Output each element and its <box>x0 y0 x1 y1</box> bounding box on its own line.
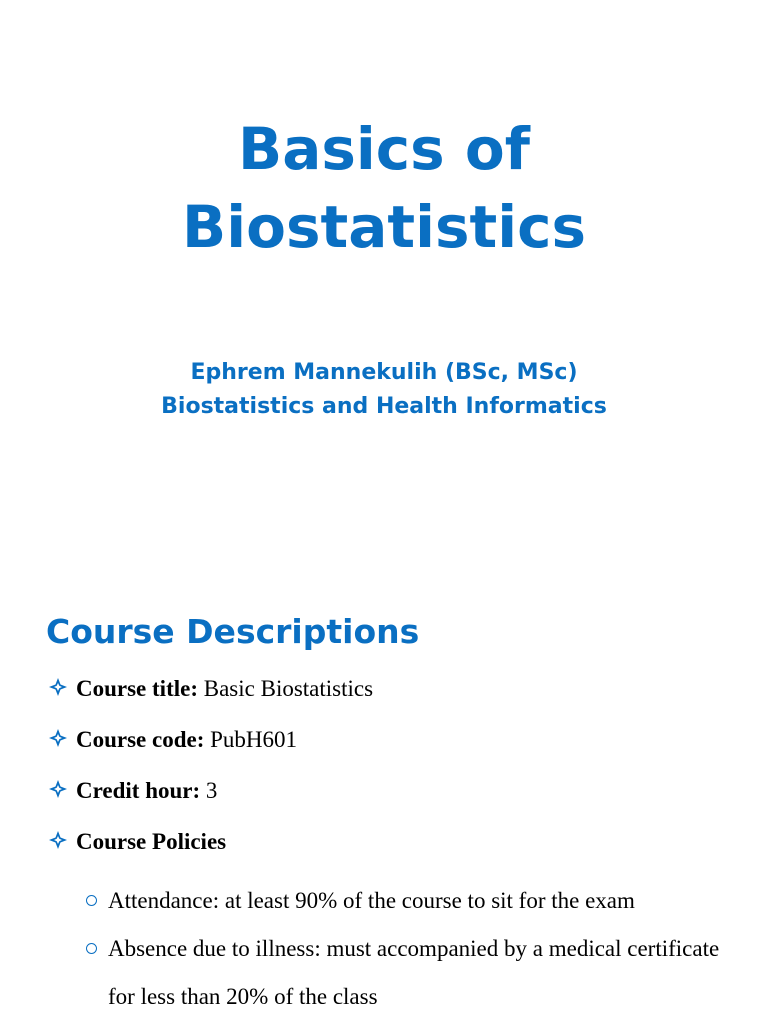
section-heading: Course Descriptions <box>46 612 420 651</box>
diamond-bullet-icon <box>48 728 68 748</box>
policy-text: Attendance: at least 90% of the course to sit for the exam <box>108 888 635 913</box>
item-label: Course title: <box>76 676 198 701</box>
course-policies-list <box>86 877 726 1021</box>
item-value: 3 <box>200 778 218 803</box>
item-label: Credit hour: <box>76 778 201 803</box>
department-name: Biostatistics and Health Informatics <box>161 394 607 419</box>
list-item <box>46 825 746 876</box>
list-item <box>46 723 746 774</box>
main-title <box>0 110 768 266</box>
item-value: Basic Biostatistics <box>198 676 374 701</box>
circle-bullet-icon <box>86 943 97 954</box>
item-label: Course Policies <box>76 829 227 854</box>
policy-text: Absence due to illness: must accompanied by a medical certificate for less than 20% of the class <box>108 936 720 1009</box>
item-label: Course code: <box>76 727 205 752</box>
list-item <box>46 774 746 825</box>
diamond-bullet-icon <box>48 779 68 799</box>
list-item <box>86 925 726 1021</box>
list-item <box>86 877 726 925</box>
diamond-bullet-icon <box>48 830 68 850</box>
item-value: PubH601 <box>204 727 298 752</box>
course-info-list <box>46 672 746 876</box>
title-line-2: Biostatistics <box>182 193 586 261</box>
list-item <box>46 672 746 723</box>
course-description-slide <box>0 600 768 1024</box>
circle-bullet-icon <box>86 895 97 906</box>
title-line-1: Basics of <box>238 115 530 183</box>
subtitle <box>0 356 768 424</box>
author-name: Ephrem Mannekulih (BSc, MSc) <box>190 360 578 385</box>
diamond-bullet-icon <box>48 677 68 697</box>
